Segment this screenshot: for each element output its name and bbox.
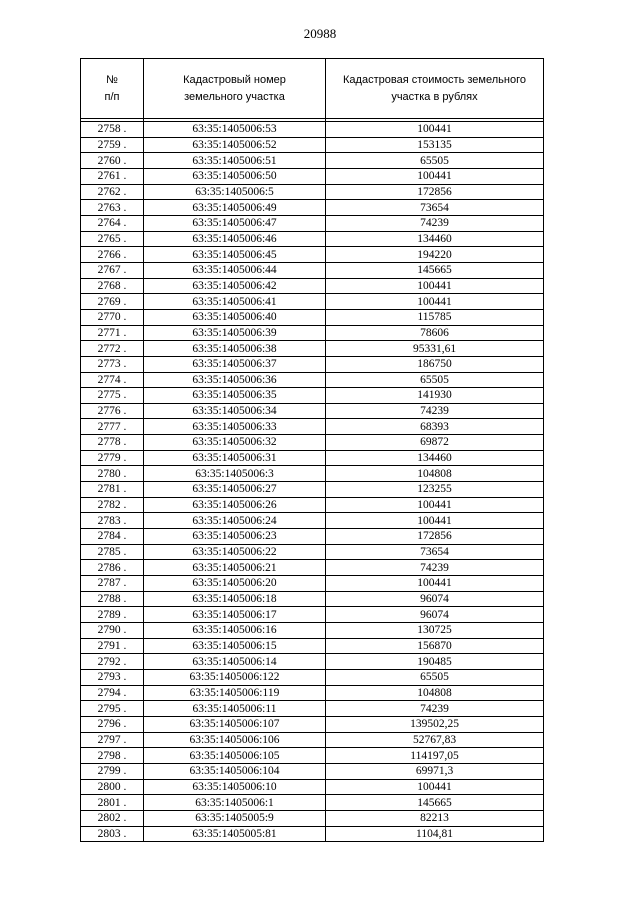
row-number-cell: 2790 . xyxy=(81,623,144,639)
table-row xyxy=(81,403,544,419)
cadastral-value-cell: 69971,3 xyxy=(326,763,544,779)
cadastral-value-cell: 74239 xyxy=(326,215,544,231)
cadastral-number-cell: 63:35:1405006:41 xyxy=(144,294,326,310)
cadastral-value-cell: 68393 xyxy=(326,419,544,435)
cadastral-number-cell: 63:35:1405006:15 xyxy=(144,638,326,654)
row-number-cell: 2763 . xyxy=(81,200,144,216)
cadastral-value-cell: 82213 xyxy=(326,810,544,826)
table-row xyxy=(81,231,544,247)
cadastral-number-cell: 63:35:1405006:14 xyxy=(144,654,326,670)
header-cadastral-number xyxy=(144,59,326,119)
header-cadastral-value-line1: Кадастровая стоимость земельного xyxy=(343,73,526,86)
cadastral-number-cell: 63:35:1405005:9 xyxy=(144,810,326,826)
cadastral-value-cell: 96074 xyxy=(326,591,544,607)
table-row xyxy=(81,450,544,466)
cadastral-number-cell: 63:35:1405006:51 xyxy=(144,153,326,169)
cadastral-value-cell: 95331,61 xyxy=(326,341,544,357)
table-row xyxy=(81,153,544,169)
row-number-cell: 2785 . xyxy=(81,544,144,560)
table-row xyxy=(81,168,544,184)
row-number-cell: 2787 . xyxy=(81,576,144,592)
cadastral-number-cell: 63:35:1405006:42 xyxy=(144,278,326,294)
table-row xyxy=(81,122,544,138)
table-row xyxy=(81,215,544,231)
row-number-cell: 2764 . xyxy=(81,215,144,231)
cadastral-value-cell: 123255 xyxy=(326,482,544,498)
table-row xyxy=(81,419,544,435)
cadastral-value-cell: 74239 xyxy=(326,403,544,419)
cadastral-number-cell: 63:35:1405006:104 xyxy=(144,763,326,779)
row-number-cell: 2777 . xyxy=(81,419,144,435)
cadastral-number-cell: 63:35:1405006:50 xyxy=(144,168,326,184)
cadastral-number-cell: 63:35:1405006:16 xyxy=(144,623,326,639)
row-number-cell: 2775 . xyxy=(81,388,144,404)
cadastral-value-cell: 145665 xyxy=(326,262,544,278)
table-row xyxy=(81,654,544,670)
row-number-cell: 2798 . xyxy=(81,748,144,764)
cadastral-value-cell: 100441 xyxy=(326,294,544,310)
cadastral-value-cell: 100441 xyxy=(326,278,544,294)
row-number-cell: 2789 . xyxy=(81,607,144,623)
header-row xyxy=(81,59,544,119)
header-cadastral-value-line2: участка в рублях xyxy=(391,90,478,103)
table-body xyxy=(81,119,544,842)
row-number-cell: 2783 . xyxy=(81,513,144,529)
cadastral-number-cell: 63:35:1405006:11 xyxy=(144,701,326,717)
cadastral-number-cell: 63:35:1405006:40 xyxy=(144,309,326,325)
cadastral-number-cell: 63:35:1405006:22 xyxy=(144,544,326,560)
header-number-line2: п/п xyxy=(104,90,120,103)
cadastral-value-cell: 73654 xyxy=(326,200,544,216)
row-number-cell: 2760 . xyxy=(81,153,144,169)
row-number-cell: 2769 . xyxy=(81,294,144,310)
row-number-cell: 2772 . xyxy=(81,341,144,357)
cadastral-value-cell: 104808 xyxy=(326,685,544,701)
table-row xyxy=(81,669,544,685)
cadastral-value-cell: 96074 xyxy=(326,607,544,623)
cadastral-value-cell: 156870 xyxy=(326,638,544,654)
cadastral-number-cell: 63:35:1405006:122 xyxy=(144,669,326,685)
cadastral-value-cell: 115785 xyxy=(326,309,544,325)
header-number xyxy=(81,59,144,119)
row-number-cell: 2786 . xyxy=(81,560,144,576)
cadastral-value-cell: 78606 xyxy=(326,325,544,341)
cadastral-number-cell: 63:35:1405006:38 xyxy=(144,341,326,357)
table-row xyxy=(81,638,544,654)
cadastral-number-cell: 63:35:1405006:119 xyxy=(144,685,326,701)
page-number: 20988 xyxy=(303,26,337,41)
cadastral-number-cell: 63:35:1405006:32 xyxy=(144,435,326,451)
table-row xyxy=(81,466,544,482)
table-row xyxy=(81,497,544,513)
row-number-cell: 2791 . xyxy=(81,638,144,654)
cadastral-number-cell: 63:35:1405006:31 xyxy=(144,450,326,466)
table-row xyxy=(81,701,544,717)
header-number-line1: № xyxy=(106,73,118,86)
cadastral-number-cell: 63:35:1405006:17 xyxy=(144,607,326,623)
table-row xyxy=(81,294,544,310)
cadastral-number-cell: 63:35:1405006:27 xyxy=(144,482,326,498)
cadastral-number-cell: 63:35:1405006:49 xyxy=(144,200,326,216)
table-row xyxy=(81,482,544,498)
table-row xyxy=(81,576,544,592)
table-row xyxy=(81,795,544,811)
table-row xyxy=(81,529,544,545)
header-cadastral-number-line2: земельного участка xyxy=(184,90,285,103)
cadastral-value-cell: 141930 xyxy=(326,388,544,404)
row-number-cell: 2761 . xyxy=(81,168,144,184)
table-row xyxy=(81,623,544,639)
row-number-cell: 2766 . xyxy=(81,247,144,263)
row-number-cell: 2767 . xyxy=(81,262,144,278)
row-number-cell: 2793 . xyxy=(81,669,144,685)
row-number-cell: 2762 . xyxy=(81,184,144,200)
cadastral-value-cell: 100441 xyxy=(326,576,544,592)
table-row xyxy=(81,309,544,325)
cadastral-number-cell: 63:35:1405006:44 xyxy=(144,262,326,278)
cadastral-number-cell: 63:35:1405006:34 xyxy=(144,403,326,419)
cadastral-number-cell: 63:35:1405006:33 xyxy=(144,419,326,435)
cadastral-number-cell: 63:35:1405006:20 xyxy=(144,576,326,592)
row-number-cell: 2797 . xyxy=(81,732,144,748)
row-number-cell: 2784 . xyxy=(81,529,144,545)
table-row xyxy=(81,137,544,153)
cadastral-value-cell: 100441 xyxy=(326,513,544,529)
cadastral-value-cell: 74239 xyxy=(326,560,544,576)
row-number-cell: 2773 . xyxy=(81,356,144,372)
table-row xyxy=(81,325,544,341)
cadastral-number-cell: 63:35:1405006:107 xyxy=(144,716,326,732)
cadastral-value-cell: 194220 xyxy=(326,247,544,263)
cadastral-number-cell: 63:35:1405006:47 xyxy=(144,215,326,231)
cadastral-number-cell: 63:35:1405006:39 xyxy=(144,325,326,341)
cadastral-number-cell: 63:35:1405006:45 xyxy=(144,247,326,263)
row-number-cell: 2794 . xyxy=(81,685,144,701)
row-number-cell: 2800 . xyxy=(81,779,144,795)
table-row xyxy=(81,262,544,278)
row-number-cell: 2771 . xyxy=(81,325,144,341)
cadastral-value-cell: 100441 xyxy=(326,122,544,138)
cadastral-number-cell: 63:35:1405006:21 xyxy=(144,560,326,576)
cadastral-number-cell: 63:35:1405006:53 xyxy=(144,122,326,138)
table-header xyxy=(81,59,544,119)
cadastral-number-cell: 63:35:1405006:23 xyxy=(144,529,326,545)
cadastral-value-cell: 69872 xyxy=(326,435,544,451)
header-cadastral-value xyxy=(326,59,544,119)
cadastral-value-cell: 172856 xyxy=(326,529,544,545)
table-row xyxy=(81,810,544,826)
table-row xyxy=(81,685,544,701)
cadastral-value-cell: 74239 xyxy=(326,701,544,717)
cadastral-value-cell: 104808 xyxy=(326,466,544,482)
table-row xyxy=(81,200,544,216)
table-row xyxy=(81,278,544,294)
row-number-cell: 2770 . xyxy=(81,309,144,325)
cadastral-value-cell: 134460 xyxy=(326,450,544,466)
row-number-cell: 2776 . xyxy=(81,403,144,419)
table-row xyxy=(81,435,544,451)
cadastral-number-cell: 63:35:1405006:10 xyxy=(144,779,326,795)
cadastral-value-cell: 100441 xyxy=(326,779,544,795)
cadastral-value-cell: 65505 xyxy=(326,372,544,388)
cadastral-number-cell: 63:35:1405006:46 xyxy=(144,231,326,247)
table-row xyxy=(81,763,544,779)
row-number-cell: 2781 . xyxy=(81,482,144,498)
cadastral-value-cell: 65505 xyxy=(326,153,544,169)
cadastral-value-cell: 73654 xyxy=(326,544,544,560)
table-row xyxy=(81,748,544,764)
row-number-cell: 2795 . xyxy=(81,701,144,717)
cadastral-number-cell: 63:35:1405006:106 xyxy=(144,732,326,748)
cadastral-value-cell: 172856 xyxy=(326,184,544,200)
cadastral-number-cell: 63:35:1405006:26 xyxy=(144,497,326,513)
cadastral-value-cell: 65505 xyxy=(326,669,544,685)
cadastral-value-cell: 52767,83 xyxy=(326,732,544,748)
cadastral-value-cell: 130725 xyxy=(326,623,544,639)
cadastral-number-cell: 63:35:1405006:18 xyxy=(144,591,326,607)
cadastral-value-cell: 100441 xyxy=(326,168,544,184)
row-number-cell: 2758 . xyxy=(81,122,144,138)
table-row xyxy=(81,732,544,748)
table-row xyxy=(81,513,544,529)
cadastral-value-cell: 153135 xyxy=(326,137,544,153)
table-row xyxy=(81,716,544,732)
table-row xyxy=(81,607,544,623)
table-row xyxy=(81,591,544,607)
cadastral-number-cell: 63:35:1405006:37 xyxy=(144,356,326,372)
cadastral-value-cell: 100441 xyxy=(326,497,544,513)
cadastral-number-cell: 63:35:1405006:35 xyxy=(144,388,326,404)
table-row xyxy=(81,247,544,263)
header-cadastral-number-line1: Кадастровый номер xyxy=(183,73,286,86)
row-number-cell: 2799 . xyxy=(81,763,144,779)
row-number-cell: 2788 . xyxy=(81,591,144,607)
row-number-cell: 2782 . xyxy=(81,497,144,513)
table-row xyxy=(81,779,544,795)
cadastral-value-table xyxy=(80,58,544,842)
cadastral-value-cell: 1104,81 xyxy=(326,826,544,842)
table-row xyxy=(81,184,544,200)
table-row xyxy=(81,356,544,372)
table-row xyxy=(81,544,544,560)
table-row xyxy=(81,388,544,404)
cadastral-number-cell: 63:35:1405006:3 xyxy=(144,466,326,482)
cadastral-number-cell: 63:35:1405006:24 xyxy=(144,513,326,529)
cadastral-number-cell: 63:35:1405005:81 xyxy=(144,826,326,842)
row-number-cell: 2759 . xyxy=(81,137,144,153)
row-number-cell: 2792 . xyxy=(81,654,144,670)
cadastral-number-cell: 63:35:1405006:105 xyxy=(144,748,326,764)
cadastral-value-cell: 139502,25 xyxy=(326,716,544,732)
row-number-cell: 2778 . xyxy=(81,435,144,451)
table-row xyxy=(81,826,544,842)
cadastral-number-cell: 63:35:1405006:52 xyxy=(144,137,326,153)
row-number-cell: 2796 . xyxy=(81,716,144,732)
cadastral-value-cell: 186750 xyxy=(326,356,544,372)
cadastral-value-cell: 145665 xyxy=(326,795,544,811)
table-row xyxy=(81,341,544,357)
cadastral-number-cell: 63:35:1405006:5 xyxy=(144,184,326,200)
row-number-cell: 2801 . xyxy=(81,795,144,811)
row-number-cell: 2774 . xyxy=(81,372,144,388)
row-number-cell: 2768 . xyxy=(81,278,144,294)
table-row xyxy=(81,372,544,388)
cadastral-value-cell: 114197,05 xyxy=(326,748,544,764)
row-number-cell: 2765 . xyxy=(81,231,144,247)
cadastral-value-cell: 190485 xyxy=(326,654,544,670)
table-row xyxy=(81,560,544,576)
row-number-cell: 2779 . xyxy=(81,450,144,466)
cadastral-number-cell: 63:35:1405006:1 xyxy=(144,795,326,811)
row-number-cell: 2803 . xyxy=(81,826,144,842)
row-number-cell: 2780 . xyxy=(81,466,144,482)
cadastral-number-cell: 63:35:1405006:36 xyxy=(144,372,326,388)
row-number-cell: 2802 . xyxy=(81,810,144,826)
cadastral-value-cell: 134460 xyxy=(326,231,544,247)
